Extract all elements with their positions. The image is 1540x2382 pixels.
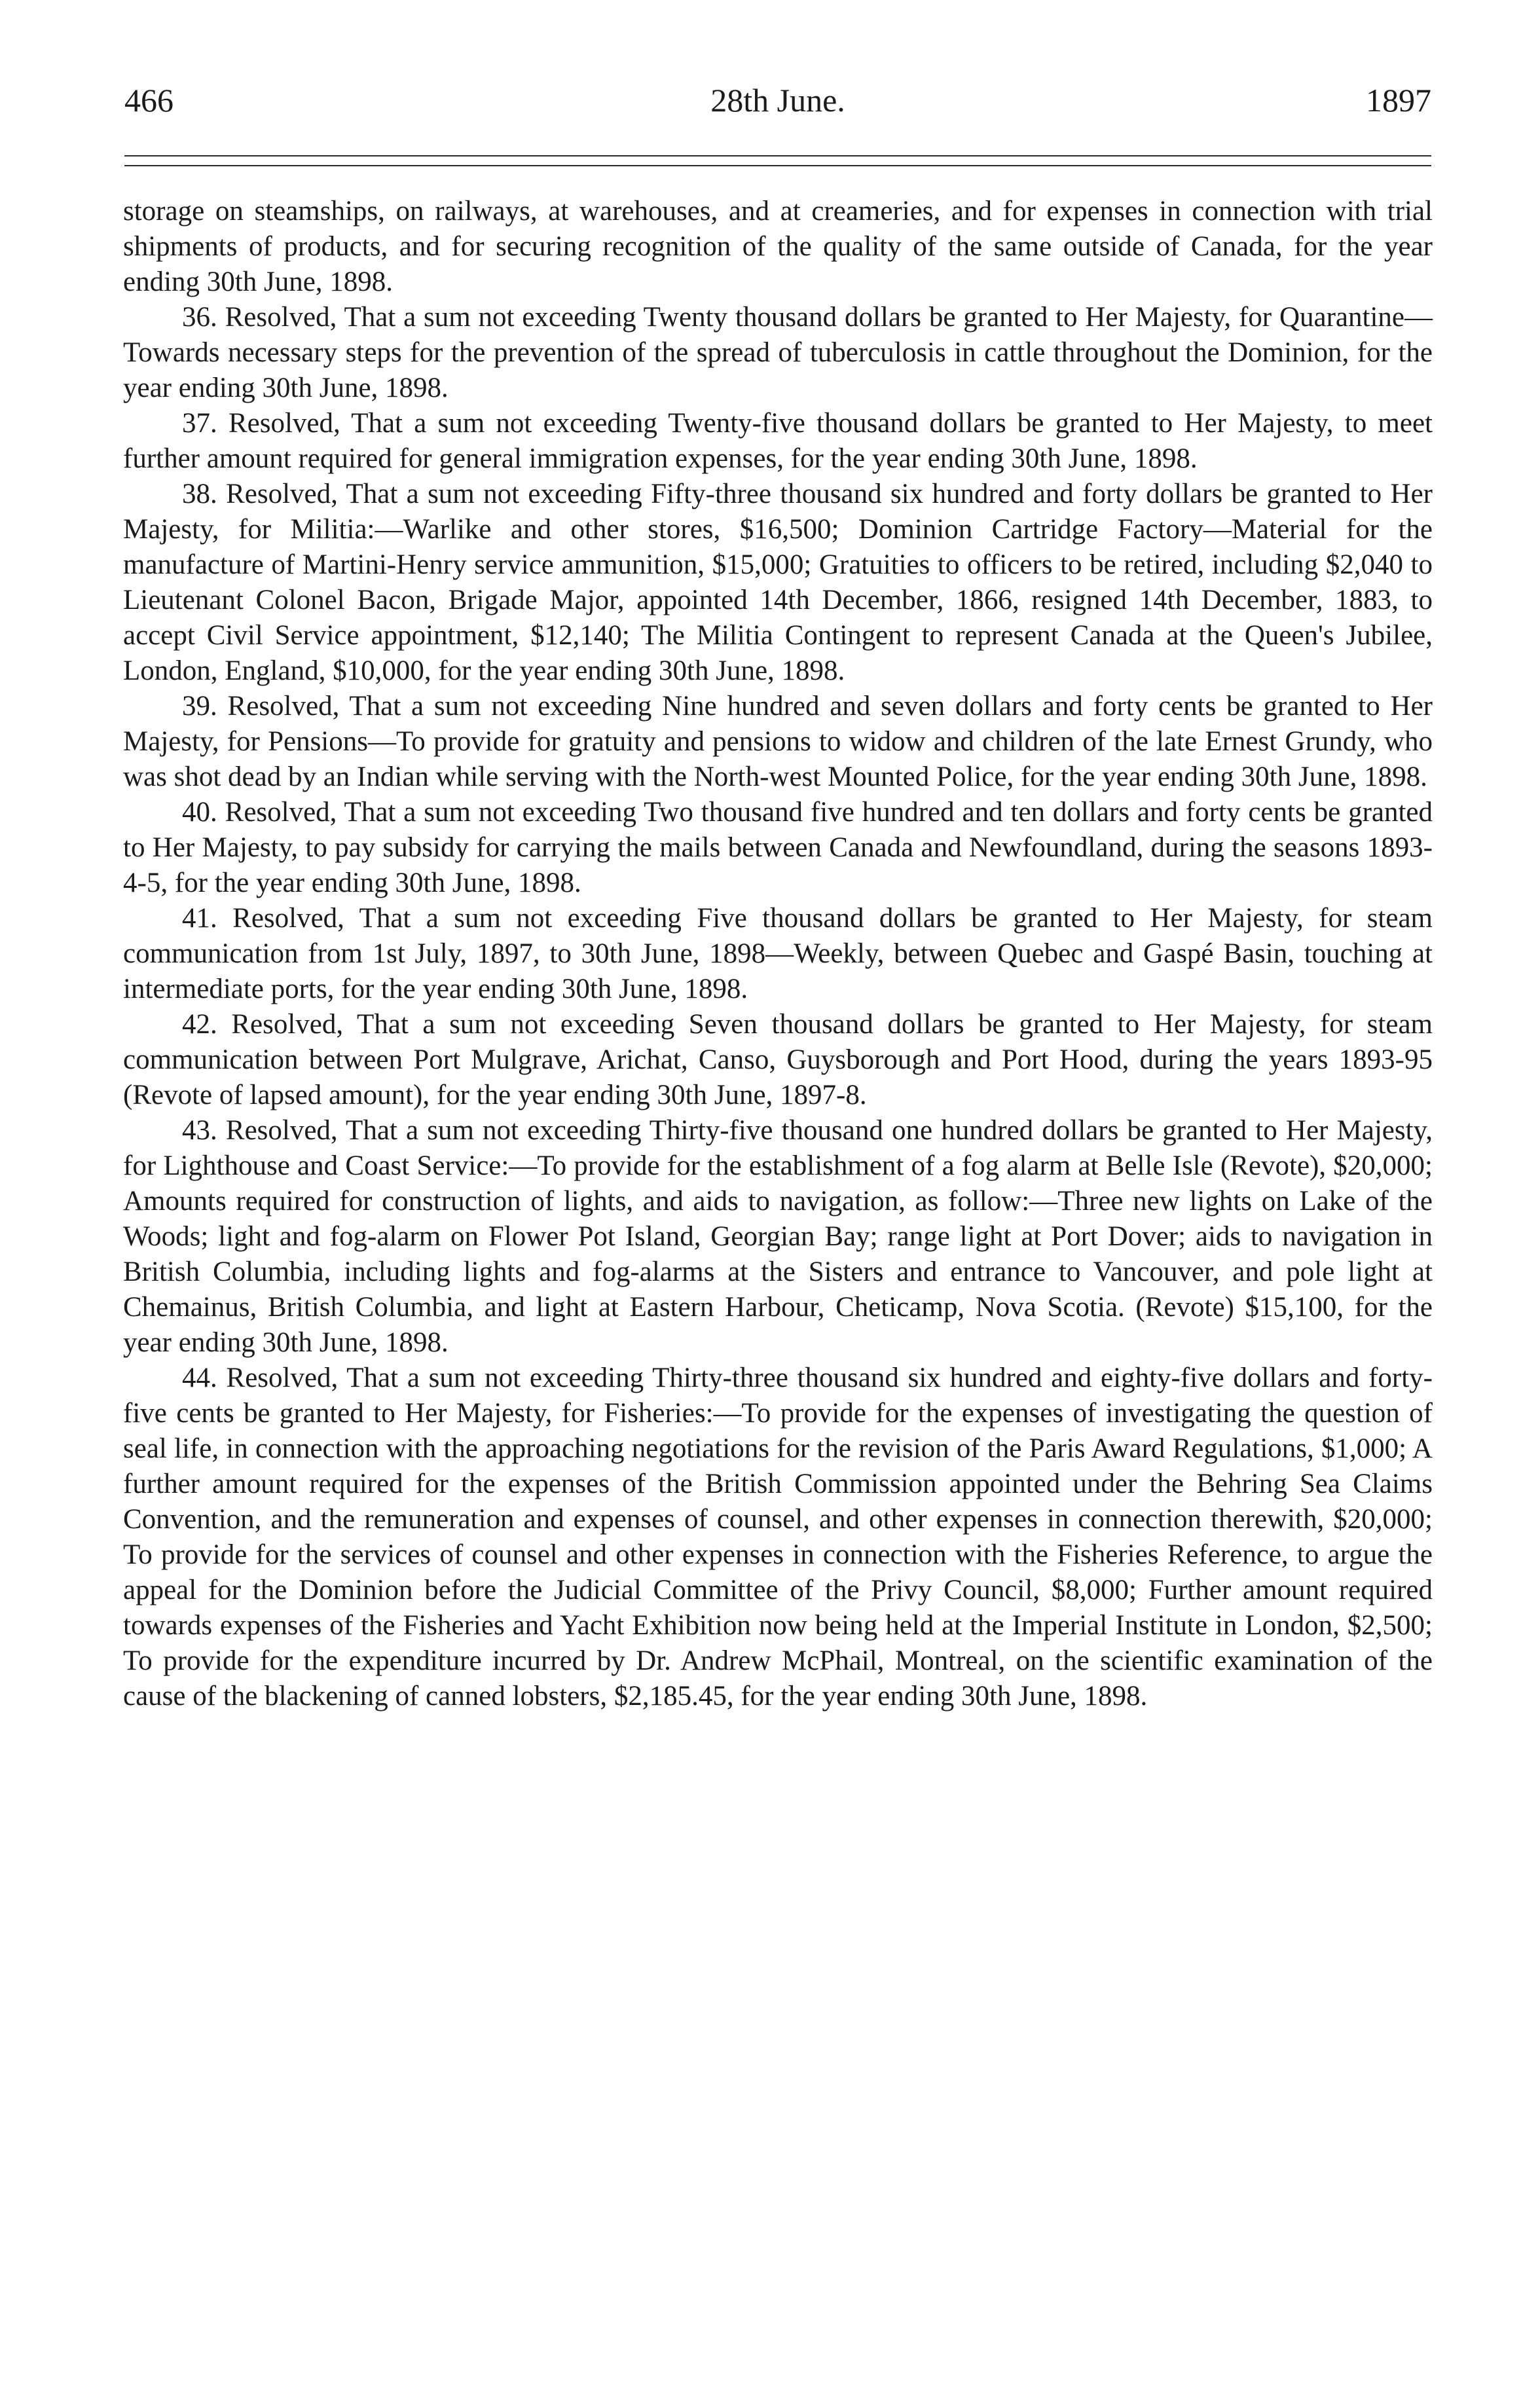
resolution-40: 40. Resolved, That a sum not exceeding Two thousand five hundred and ten dollars and forty cents be granted to Her Majesty, to pay subsidy for carrying the mails between Canada and Newfoundland, during the seasons 1893-4-5, for the year ending 30th June, 1898. <box>123 797 1433 898</box>
resolution-43: 43. Resolved, That a sum not exceeding Thirty-five thousand one hundred dollars be granted to Her Majesty, for Lighthouse and Coast Service:—To provide for the establishment of a fog alarm at Belle Isle (Revote), $20,000; Amounts required for construction of lights, and aids to navigation, as follow:—Three new lights on Lake of the Woods; light and fog-alarm on Flower Pot Island, Georgian Bay; range light at Port Dover; aids to navigation in British Columbia, including lights and fog-alarms at the Sisters and entrance to Vancouver, and pole light at Chemainus, British Columbia, and light at Eastern Harbour, Cheticamp, Nova Scotia. (Revote) $15,100, for the year ending 30th June, 1898. <box>123 1115 1433 1358</box>
resolution-39: 39. Resolved, That a sum not exceeding Nine hundred and seven dollars and forty cents be granted to Her Majesty, for Pensions—To provide for gratuity and pensions to widow and children of the late Ernest Grundy, who was shot dead by an Indian while serving with the North-west Mounted Police, for the year ending 30th June, 1898. <box>123 691 1433 792</box>
header-year: 1897 <box>1366 82 1431 119</box>
resolution-38: 38. Resolved, That a sum not exceeding Fifty-three thousand six hundred and forty dollars be granted to Her Majesty, for Militia:—Warlike and other stores, $16,500; Dominion Cartridge Factory—Material for the manufacture of Martini-Henry service ammunition, $15,000; Gratuities to officers to be retired, including $2,040 to Lieutenant Colonel Bacon, Brigade Major, appointed 14th December, 1866, resigned 14th December, 1883, to accept Civil Service appointment, $12,140; The Militia Contingent to represent Canada at the Queen's Jubilee, London, England, $10,000, for the year ending 30th June, 1898. <box>123 479 1433 686</box>
resolution-44: 44. Resolved, That a sum not exceeding Thirty-three thousand six hundred and eighty-five dollars and forty-five cents be granted to Her Majesty, for Fisheries:—To provide for the expenses of investigating the question of seal life, in connection with the approaching negotiations for the revision of the Paris Award Regulations, $1,000; A further amount required for the expenses of the British Commission appointed under the Behring Sea Claims Convention, and the remuneration and expenses of counsel, and other expenses in connection therewith, $20,000; To provide for the services of counsel and other expenses in connection with the Fisheries Reference, to argue the appeal for the Dominion before the Judicial Committee of the Privy Council, $8,000; Further amount required towards expenses of the Fisheries and Yacht Exhibition now being held at the Imperial Institute in London, $2,500; To provide for the expenditure incurred by Dr. Andrew McPhail, Montreal, on the scientific examination of the cause of the blackening of canned lobsters, $2,185.45, for the year ending 30th June, 1898. <box>123 1363 1433 1712</box>
continued-paragraph: storage on steamships, on railways, at warehouses, and at creameries, and for expenses in connection with trial shipments of products, and for securing recognition of the quality of the same outside of Canada, for the year ending 30th June, 1898. <box>123 196 1433 297</box>
header-rule-bottom <box>124 165 1431 166</box>
running-title: 28th June. <box>710 82 845 119</box>
resolution-41: 41. Resolved, That a sum not exceeding Five thousand dollars be granted to Her Majesty, for steam communication from 1st July, 1897, to 30th June, 1898—Weekly, between Quebec and Gaspé Basin, touching at intermediate ports, for the year ending 30th June, 1898. <box>123 903 1433 1004</box>
resolution-36: 36. Resolved, That a sum not exceeding Twenty thousand dollars be granted to Her Majesty, for Quarantine—Towards necessary steps for the prevention of the spread of tuberculosis in cattle throughout the Dominion, for the year ending 30th June, 1898. <box>123 302 1433 403</box>
header-rule-top <box>124 155 1431 156</box>
resolution-37: 37. Resolved, That a sum not exceeding Twenty-five thousand dollars be granted to Her Majesty, to meet further amount required for general immigration expenses, for the year ending 30th June, 1898. <box>123 408 1433 474</box>
document-body <box>123 194 1433 2296</box>
page-header <box>124 71 1431 130</box>
page-number: 466 <box>124 82 174 119</box>
resolution-42: 42. Resolved, That a sum not exceeding Seven thousand dollars be granted to Her Majesty, for steam communication between Port Mulgrave, Arichat, Canso, Guysborough and Port Hood, during the years 1893-95 (Revote of lapsed amount), for the year ending 30th June, 1897-8. <box>123 1009 1433 1110</box>
